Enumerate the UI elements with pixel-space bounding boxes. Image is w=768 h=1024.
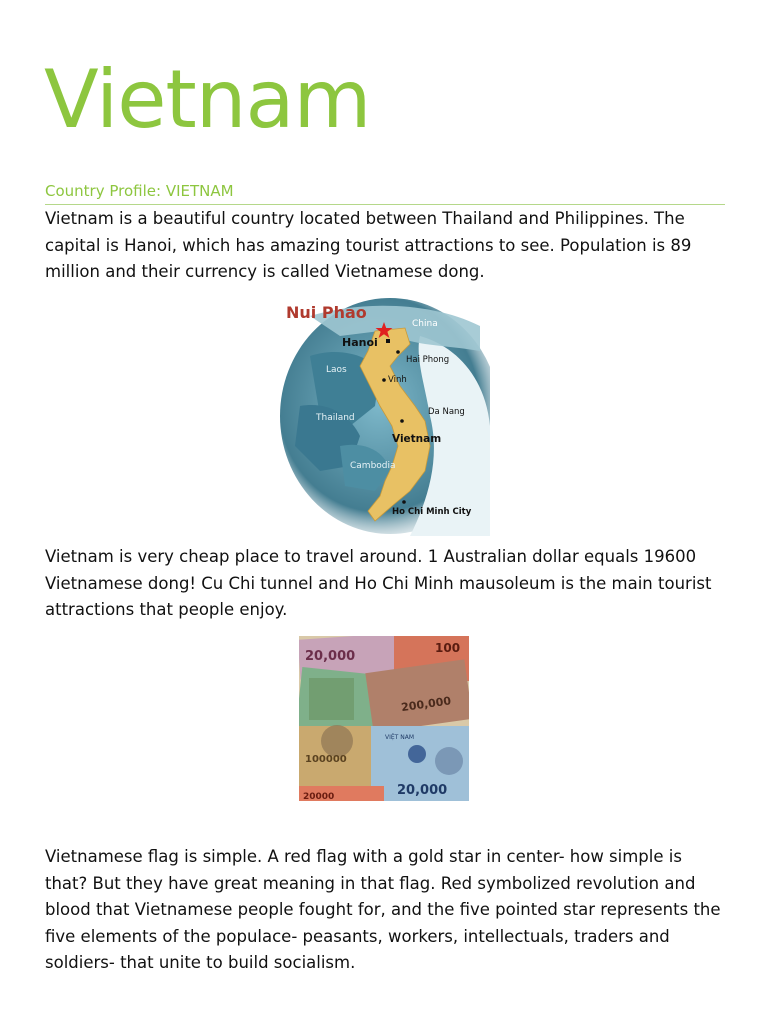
vietnam-map-image <box>280 296 490 536</box>
map-label-china: China <box>412 319 438 329</box>
map-label-laos: Laos <box>326 365 347 375</box>
map-label-da-nang: Da Nang <box>428 407 465 417</box>
intro-paragraph: Vietnam is a beautiful country located between Thailand and Philippines. The capital is Hanoi, which has amazing tourist attractions to see. Population is 89 million and their currency is called Vietnamese dong. <box>45 209 692 281</box>
map-label-vinh: Vinh <box>388 375 407 385</box>
banknote-text-d: 100000 <box>305 754 347 765</box>
map-label-hai-phong: Hai Phong <box>406 355 450 365</box>
banknote-text-e: 20,000 <box>397 783 448 798</box>
banknote-text-g: 20000 <box>303 792 335 801</box>
vietnamese-banknotes-image <box>299 636 469 801</box>
banknote-text-a: 20,000 <box>305 649 356 664</box>
banknote-text-c: 200,000 <box>400 694 452 715</box>
flag-paragraph: Vietnamese flag is simple. A red flag with a gold star in center- how simple is that? But they have great meaning in that flag. Red symbolized revolution and blood that Vietnamese people fought for, and the five pointed star represents the five elements of the populace- peasants, workers, intellectuals, traders and soldiers- that unite to build socialism. <box>45 847 721 972</box>
map-label-hcmc: Ho Chi Minh City <box>392 507 472 517</box>
map-heading: Nui Phao <box>286 303 367 322</box>
map-label-thailand: Thailand <box>316 413 355 423</box>
map-label-vietnam: Vietnam <box>392 433 442 445</box>
banknote-text-f: VIỆT NAM <box>385 734 415 741</box>
document-title: Vietnam <box>44 53 371 146</box>
section-subtitle: Country Profile: VIETNAM <box>45 180 725 205</box>
banknote-text-b: 100 <box>435 641 461 655</box>
map-label-cambodia: Cambodia <box>350 461 396 471</box>
map-label-hanoi: Hanoi <box>342 336 378 349</box>
travel-paragraph: Vietnam is very cheap place to travel around. 1 Australian dollar equals 19600 Vietnamese dong! Cu Chi tunnel and Ho Chi Minh mausoleum is the main tourist attractions that people enjoy. <box>45 547 712 619</box>
